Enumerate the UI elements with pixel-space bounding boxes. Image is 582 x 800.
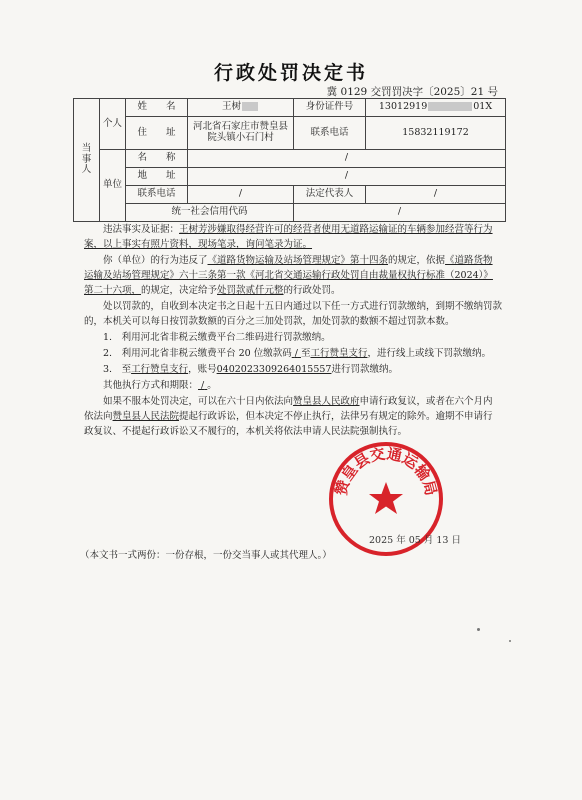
- payment-method-2: 2. 利用河北省非税云缴费平台 20 位缴款码 / 至工行赞皇支行，进行线上或线下罚款缴纳。: [103, 348, 492, 359]
- document-number: 冀 0129 交罚罚决字〔2025〕21 号: [326, 86, 498, 98]
- id-label: 身份证件号: [294, 99, 366, 117]
- legal-rep-value: /: [366, 186, 506, 204]
- document-title: 行政处罚决定书: [213, 62, 368, 84]
- scan-speck: [477, 628, 480, 631]
- seal-text: 赞皇县交通运输局: [331, 444, 441, 498]
- party-group-label: 当事人: [74, 99, 100, 222]
- name-label: 姓 名: [126, 99, 188, 117]
- party-info-table: [73, 98, 506, 222]
- unit-label: 单位: [100, 150, 126, 222]
- violation-facts: 违法事实及证据：王树芳涉嫌取得经营许可的经营者使用无道路运输证的车辆参加经营等行为案，以上事实有照片资料，现场笔录，询问笔录为证。: [84, 224, 493, 250]
- unit-phone-value: /: [188, 186, 294, 204]
- redaction-mark: [428, 102, 472, 111]
- unit-name-label: 名 称: [126, 150, 188, 168]
- credit-code-label: 统一社会信用代码: [126, 204, 294, 222]
- scan-speck: [509, 640, 511, 642]
- name-value: 王树: [188, 99, 294, 117]
- legal-basis: 你（单位）的行为违反了《道路货物运输及站场管理规定》第十四条的规定，依据《道路货物运输及站场管理规定》六十三条第一款《河北省交通运输行政处罚自由裁量权执行标准（2024）》第二十六项，的规定，决定给予处罚款贰仟元整的行政处罚。: [84, 255, 493, 296]
- unit-address-label: 地 址: [126, 168, 188, 186]
- other-execution: 其他执行方式和期限： / 。: [103, 380, 217, 391]
- payment-method-1: 1. 利用河北省非税云缴费平台二维码进行罚款缴纳。: [103, 332, 331, 343]
- footer-note: （本文书一式两份：一份存根，一份交当事人或其代理人。）: [80, 550, 332, 561]
- address-value: 河北省石家庄市赞皇县院头镇小石门村: [188, 117, 294, 150]
- unit-phone-label: 联系电话: [126, 186, 188, 204]
- seal-star-icon: [369, 482, 403, 514]
- phone-value: 15832119172: [366, 117, 506, 150]
- signature-date: 2025 年 05 月 13 日: [369, 535, 461, 546]
- address-label: 住 址: [126, 117, 188, 150]
- decision-body: [84, 222, 502, 440]
- credit-code-value: /: [294, 204, 506, 222]
- payment-method-3: 3. 至工行赞皇支行，账号0402023309264015557进行罚款缴纳。: [103, 364, 398, 375]
- individual-label: 个人: [100, 99, 126, 150]
- redaction-mark: [242, 102, 258, 111]
- payment-instructions: 处以罚款的，自收到本决定书之日起十五日内通过以下任一方式进行罚款缴纳，到期不缴纳罚款的，本机关可以每日按罚款数额的百分之三加处罚款，加处罚款的数额不超过罚款本数。: [84, 301, 503, 327]
- unit-name-value: /: [188, 150, 506, 168]
- id-value: 13012919 01X: [366, 99, 506, 117]
- unit-address-value: /: [188, 168, 506, 186]
- appeal-notice: 如果不服本处罚决定，可以在六十日内依法向赞皇县人民政府申请行政复议，或者在六个月内依法向赞皇县人民法院提起行政诉讼，但本决定不停止执行，法律另有规定的除外。逾期不申请行政复议、不提起行政诉讼又不履行的，本机关将依法申请人民法院强制执行。: [84, 396, 493, 437]
- legal-rep-label: 法定代表人: [294, 186, 366, 204]
- phone-label: 联系电话: [294, 117, 366, 150]
